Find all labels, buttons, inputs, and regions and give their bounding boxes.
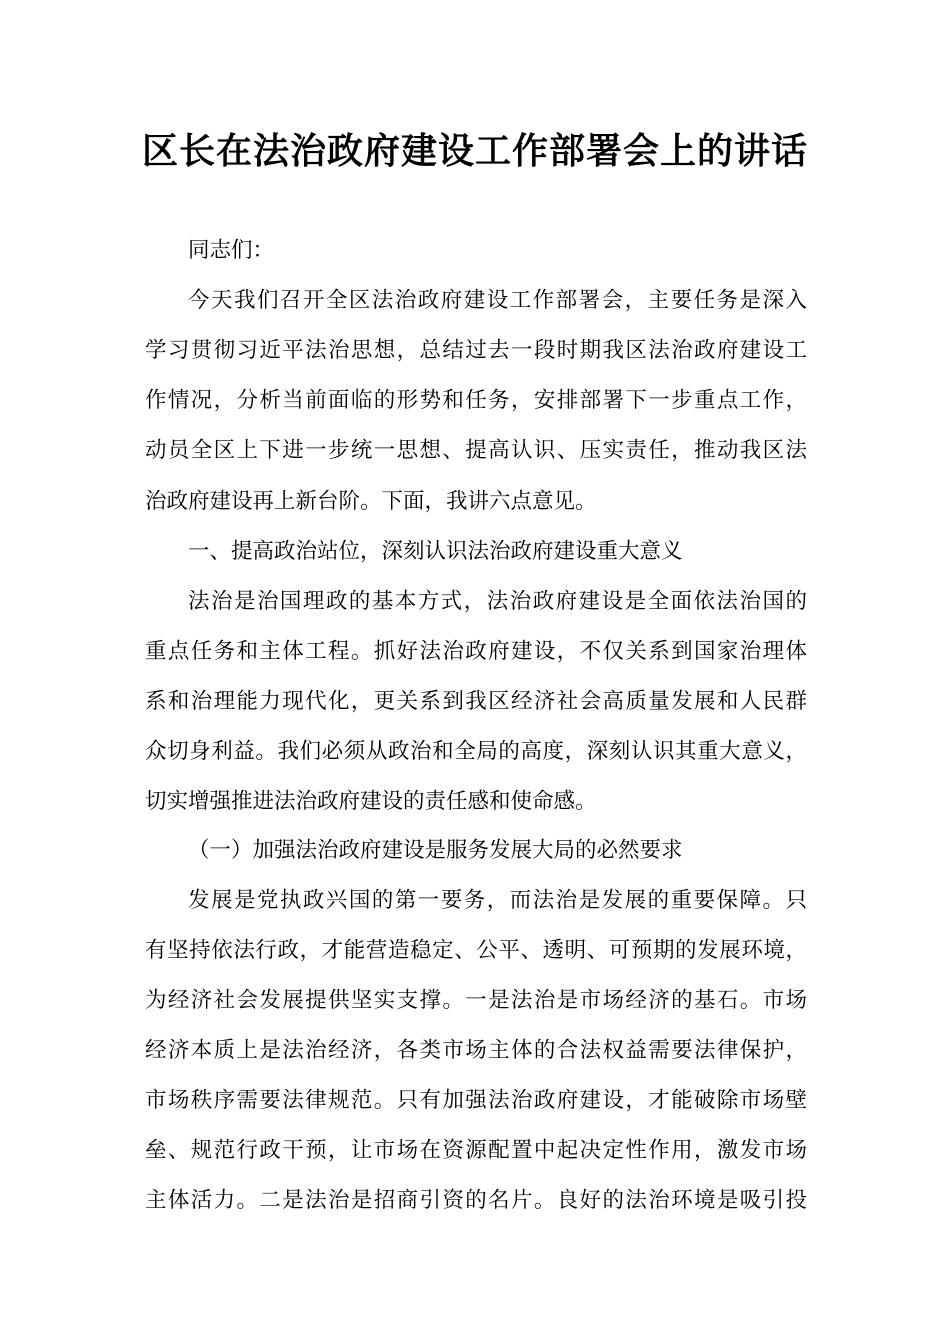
paragraph-line: 动员全区上下进一步统一思想、提高认识、压实责任，推动我区法 [145, 438, 807, 463]
paragraph-line: 学习贯彻习近平法治思想，总结过去一段时期我区法治政府建设工 [145, 338, 807, 363]
paragraph-line: 发展是党执政兴国的第一要务，而法治是发展的重要保障。只 [188, 888, 807, 913]
section-heading: 一、提高政治站位，深刻认识法治政府建设重大意义 [188, 539, 683, 564]
paragraph-line: 主体活力。二是法治是招商引资的名片。良好的法治环境是吸引投 [145, 1188, 807, 1213]
paragraph-line: 为经济社会发展提供坚实支撑。一是法治是市场经济的基石。市场 [145, 988, 807, 1013]
paragraph-line: 系和治理能力现代化，更关系到我区经济社会高质量发展和人民群 [145, 689, 807, 714]
paragraph-line: 切实增强推进法治政府建设的责任感和使命感。 [145, 789, 597, 814]
paragraph-line: 有坚持依法行政，才能营造稳定、公平、透明、可预期的发展环境， [145, 938, 807, 963]
subsection-heading: （一）加强法治政府建设是服务发展大局的必然要求 [188, 838, 683, 863]
paragraph-line: 众切身利益。我们必须从政治和全局的高度，深刻认识其重大意义， [145, 739, 807, 764]
paragraph-line: 作情况，分析当前面临的形势和任务，安排部署下一步重点工作， [145, 388, 807, 413]
paragraph-line: 重点任务和主体工程。抓好法治政府建设，不仅关系到国家治理体 [145, 639, 807, 664]
paragraph-line: 今天我们召开全区法治政府建设工作部署会，主要任务是深入 [188, 288, 807, 313]
paragraph-line: 法治是治国理政的基本方式，法治政府建设是全面依法治国的 [188, 589, 807, 614]
paragraph-line: 治政府建设再上新台阶。下面，我讲六点意见。 [145, 489, 597, 514]
salutation: 同志们： [188, 238, 275, 263]
paragraph-line: 经济本质上是法治经济，各类市场主体的合法权益需要法律保护， [145, 1038, 807, 1063]
paragraph-line: 垒、规范行政干预，让市场在资源配置中起决定性作用，激发市场 [145, 1138, 807, 1163]
document-title: 区长在法治政府建设工作部署会上的讲话 [141, 131, 808, 172]
paragraph-line: 市场秩序需要法律规范。只有加强法治政府建设，才能破除市场壁 [145, 1088, 807, 1113]
